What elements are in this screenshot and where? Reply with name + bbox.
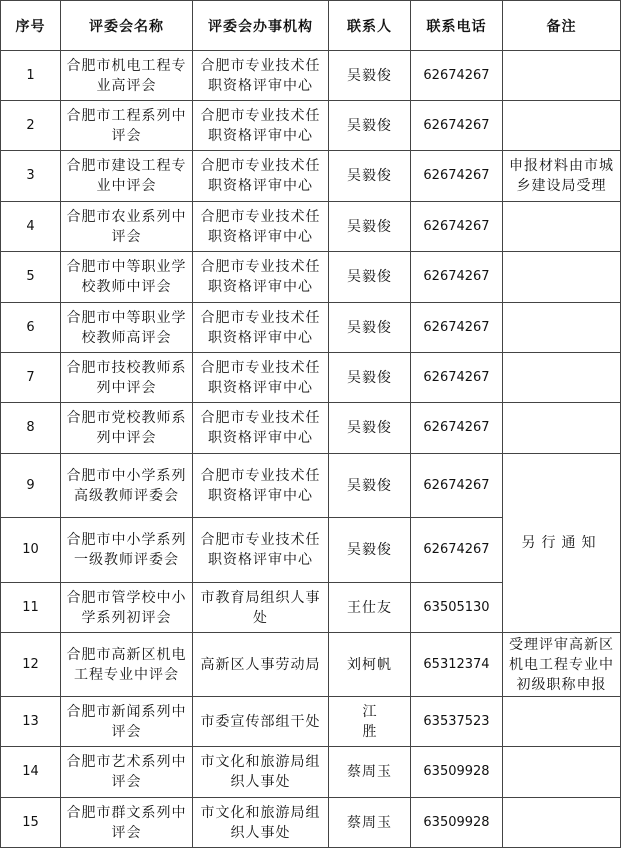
cell-seq: 12 <box>1 633 61 697</box>
cell-phone: 62674267 <box>411 403 503 454</box>
cell-seq: 5 <box>1 252 61 303</box>
table-row <box>1 252 621 303</box>
cell-phone: 62674267 <box>411 51 503 101</box>
cell-phone: 62674267 <box>411 202 503 252</box>
cell-seq: 10 <box>1 518 61 583</box>
cell-remarks-empty <box>503 51 621 101</box>
cell-office: 合肥市专业技术任职资格评审中心 <box>193 151 329 202</box>
cell-phone: 62674267 <box>411 101 503 151</box>
cell-seq: 7 <box>1 353 61 403</box>
header-contact: 联系人 <box>329 1 411 51</box>
cell-seq: 1 <box>1 51 61 101</box>
header-committee: 评委会名称 <box>61 1 193 51</box>
cell-committee: 合肥市机电工程专业高评会 <box>61 51 193 101</box>
cell-seq: 6 <box>1 303 61 353</box>
table-row <box>1 353 621 403</box>
cell-committee: 合肥市建设工程专业中评会 <box>61 151 193 202</box>
cell-phone: 62674267 <box>411 518 503 583</box>
cell-contact: 王仕友 <box>329 583 411 633</box>
cell-phone: 62674267 <box>411 303 503 353</box>
cell-seq: 9 <box>1 454 61 518</box>
cell-contact: 蔡周玉 <box>329 798 411 848</box>
cell-contact: 吴毅俊 <box>329 101 411 151</box>
cell-remarks-empty <box>503 353 621 403</box>
cell-committee: 合肥市党校教师系列中评会 <box>61 403 193 454</box>
table-row <box>1 303 621 353</box>
cell-phone: 63509928 <box>411 798 503 848</box>
cell-remarks-empty <box>503 747 621 798</box>
cell-phone: 62674267 <box>411 353 503 403</box>
cell-seq: 15 <box>1 798 61 848</box>
cell-remarks: 受理评审高新区机电工程专业中初级职称申报 <box>503 633 621 697</box>
cell-contact: 刘柯帆 <box>329 633 411 697</box>
cell-phone: 63505130 <box>411 583 503 633</box>
cell-remarks-empty <box>503 101 621 151</box>
header-remarks: 备注 <box>503 1 621 51</box>
cell-contact: 吴毅俊 <box>329 51 411 101</box>
cell-contact: 吴毅俊 <box>329 454 411 518</box>
cell-phone: 65312374 <box>411 633 503 697</box>
header-phone: 联系电话 <box>411 1 503 51</box>
cell-committee: 合肥市中小学系列高级教师评委会 <box>61 454 193 518</box>
cell-contact: 吴毅俊 <box>329 151 411 202</box>
cell-committee: 合肥市农业系列中评会 <box>61 202 193 252</box>
cell-committee: 合肥市高新区机电工程专业中评会 <box>61 633 193 697</box>
cell-committee: 合肥市中等职业学校教师中评会 <box>61 252 193 303</box>
table-row <box>1 202 621 252</box>
cell-committee: 合肥市管学校中小学系列初评会 <box>61 583 193 633</box>
table-row <box>1 151 621 202</box>
cell-office: 合肥市专业技术任职资格评审中心 <box>193 454 329 518</box>
cell-seq: 14 <box>1 747 61 798</box>
cell-seq: 2 <box>1 101 61 151</box>
cell-office: 市教育局组织人事处 <box>193 583 329 633</box>
cell-seq: 11 <box>1 583 61 633</box>
cell-phone: 62674267 <box>411 454 503 518</box>
cell-office: 合肥市专业技术任职资格评审中心 <box>193 202 329 252</box>
cell-office: 市文化和旅游局组织人事处 <box>193 798 329 848</box>
table-row <box>1 51 621 101</box>
cell-committee: 合肥市中小学系列一级教师评委会 <box>61 518 193 583</box>
cell-office: 合肥市专业技术任职资格评审中心 <box>193 353 329 403</box>
cell-remarks-empty <box>503 403 621 454</box>
cell-office: 合肥市专业技术任职资格评审中心 <box>193 518 329 583</box>
cell-remarks-empty <box>503 252 621 303</box>
cell-remarks-empty <box>503 798 621 848</box>
cell-office: 合肥市专业技术任职资格评审中心 <box>193 252 329 303</box>
cell-phone: 62674267 <box>411 252 503 303</box>
cell-office: 高新区人事劳动局 <box>193 633 329 697</box>
cell-contact: 吴毅俊 <box>329 353 411 403</box>
cell-office: 合肥市专业技术任职资格评审中心 <box>193 303 329 353</box>
cell-office: 合肥市专业技术任职资格评审中心 <box>193 403 329 454</box>
cell-office: 合肥市专业技术任职资格评审中心 <box>193 101 329 151</box>
cell-committee: 合肥市群文系列中评会 <box>61 798 193 848</box>
cell-contact: 吴毅俊 <box>329 303 411 353</box>
cell-committee: 合肥市中等职业学校教师高评会 <box>61 303 193 353</box>
cell-remarks-empty <box>503 202 621 252</box>
table-row <box>1 697 621 747</box>
cell-committee: 合肥市艺术系列中评会 <box>61 747 193 798</box>
cell-committee: 合肥市新闻系列中评会 <box>61 697 193 747</box>
cell-seq: 3 <box>1 151 61 202</box>
cell-contact: 江胜 <box>329 697 411 747</box>
cell-remarks-merged: 另行通知 <box>503 454 621 633</box>
cell-remarks: 申报材料由市城乡建设局受理 <box>503 151 621 202</box>
table-row <box>1 747 621 798</box>
cell-contact: 吴毅俊 <box>329 202 411 252</box>
cell-office: 合肥市专业技术任职资格评审中心 <box>193 51 329 101</box>
cell-phone: 63509928 <box>411 747 503 798</box>
table-row <box>1 454 621 518</box>
cell-office: 市委宣传部组干处 <box>193 697 329 747</box>
cell-remarks-empty <box>503 697 621 747</box>
table-row <box>1 798 621 848</box>
table-row <box>1 101 621 151</box>
cell-seq: 13 <box>1 697 61 747</box>
table-row <box>1 633 621 697</box>
cell-contact: 吴毅俊 <box>329 252 411 303</box>
cell-contact: 吴毅俊 <box>329 403 411 454</box>
cell-phone: 62674267 <box>411 151 503 202</box>
cell-seq: 4 <box>1 202 61 252</box>
cell-committee: 合肥市工程系列中评会 <box>61 101 193 151</box>
cell-contact: 吴毅俊 <box>329 518 411 583</box>
table-row <box>1 403 621 454</box>
header-row <box>1 1 621 51</box>
cell-phone: 63537523 <box>411 697 503 747</box>
cell-seq: 8 <box>1 403 61 454</box>
cell-office: 市文化和旅游局组织人事处 <box>193 747 329 798</box>
cell-contact: 蔡周玉 <box>329 747 411 798</box>
cell-committee: 合肥市技校教师系列中评会 <box>61 353 193 403</box>
header-office: 评委会办事机构 <box>193 1 329 51</box>
cell-remarks-empty <box>503 303 621 353</box>
header-seq: 序号 <box>1 1 61 51</box>
